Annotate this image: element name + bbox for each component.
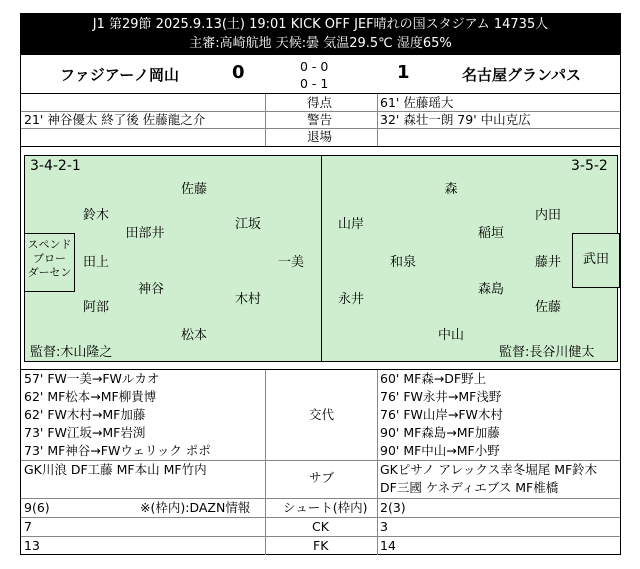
- sendoff-label: 退場: [307, 129, 333, 144]
- home-player: 一美: [277, 255, 305, 270]
- home-team-name: ファジアーノ岡山: [60, 66, 179, 84]
- home-player: 佐藤: [180, 182, 208, 197]
- away-sub: 60' MF森→DF野上: [380, 371, 487, 386]
- goals-label: 得点: [307, 95, 333, 110]
- away-player: 和泉: [389, 255, 417, 270]
- away-fk: 14: [380, 538, 396, 553]
- home-sub: 62' MF松本→MF柳貴博: [24, 389, 157, 404]
- home-fk: 13: [24, 538, 40, 553]
- away-player: 永井: [337, 292, 365, 307]
- divider: [377, 370, 378, 555]
- shots-label: シュート(枠内): [283, 500, 368, 515]
- away-warnings: 32' 森壮一朗 79' 中山克広: [380, 112, 531, 127]
- second-half-score: 0 - 1: [300, 76, 329, 91]
- home-player: 江坂: [234, 217, 262, 232]
- away-player: 山岸: [337, 217, 365, 232]
- divider: [21, 517, 620, 518]
- away-player: 森: [444, 182, 458, 197]
- away-ck: 3: [380, 519, 388, 534]
- away-player: 稲垣: [477, 226, 505, 241]
- home-player: 田部井: [125, 226, 165, 241]
- divider: [21, 369, 620, 370]
- away-sub: 90' MF中山→MF小野: [380, 443, 500, 458]
- match-info-line1: J1 第29節 2025.9.13(土) 19:01 KICK OFF JEF晴れの国スタジアム 14735人: [92, 17, 549, 32]
- home-manager: 監督:木山隆之: [30, 345, 113, 360]
- away-formation: 3-5-2: [571, 158, 608, 174]
- home-sub: 73' FW江坂→MF岩渕: [24, 425, 146, 440]
- home-player: 鈴木: [82, 208, 110, 223]
- divider: [21, 93, 620, 94]
- away-shots: 2(3): [380, 500, 406, 515]
- home-score: 0: [232, 62, 245, 83]
- divider: [377, 94, 378, 146]
- away-sub: 90' MF森島→MF加藤: [380, 425, 500, 440]
- warnings-label: 警告: [307, 112, 333, 127]
- away-player: 藤井: [534, 255, 562, 270]
- divider: [21, 498, 620, 499]
- away-manager: 監督:長谷川健太: [499, 345, 595, 360]
- away-player: 中山: [437, 328, 465, 343]
- home-warnings: 21' 神谷優太 終了後 佐藤龍之介: [24, 112, 206, 127]
- home-player: 神谷: [137, 282, 165, 297]
- first-half-score: 0 - 0: [300, 59, 329, 74]
- home-player: 松本: [180, 328, 208, 343]
- ck-label: CK: [312, 519, 329, 534]
- home-goalkeeper-box: [24, 233, 75, 292]
- home-player: 阿部: [82, 300, 110, 315]
- match-info-line2: 主審:高崎航地 天候:曇 気温29.5℃ 湿度65%: [189, 36, 452, 51]
- fk-label: FK: [313, 538, 329, 553]
- divider: [265, 94, 266, 146]
- away-goalkeeper: 武田: [582, 252, 609, 267]
- home-bench: GK川浪 DF工藤 MF本山 MF竹内: [24, 462, 207, 477]
- bench-label: サブ: [309, 470, 335, 485]
- away-score: 1: [397, 62, 410, 83]
- subs-label: 交代: [309, 407, 335, 422]
- away-sub: 76' FW山岸→FW木村: [380, 407, 503, 422]
- divider: [21, 146, 620, 147]
- home-player: 田上: [82, 255, 110, 270]
- away-goalkeeper-box: [572, 233, 620, 288]
- home-sub: 57' FW一美→FWルカオ: [24, 371, 160, 386]
- divider: [21, 536, 620, 537]
- stats-source-note: ※(枠内):DAZN情報: [140, 500, 251, 515]
- away-player: 内田: [534, 208, 562, 223]
- away-bench-line1: GKピサノ アレックス幸冬堀尾 MF鈴木: [380, 462, 598, 477]
- away-sub: 76' FW永井→MF浅野: [380, 389, 502, 404]
- divider: [21, 460, 620, 461]
- home-goalkeeper: スペンド ブロー ダーセン: [27, 238, 72, 279]
- divider: [265, 370, 266, 555]
- home-ck: 7: [24, 519, 32, 534]
- home-sub: 62' FW木村→MF加藤: [24, 407, 146, 422]
- away-player: 森島: [477, 282, 505, 297]
- away-team-name: 名古屋グランパス: [462, 66, 581, 84]
- away-goals: 61' 佐藤瑶大: [380, 95, 454, 110]
- home-formation: 3-4-2-1: [30, 158, 81, 174]
- home-sub: 73' MF神谷→FWウェリック ポポ: [24, 443, 211, 458]
- away-player: 佐藤: [534, 300, 562, 315]
- home-player: 木村: [234, 292, 262, 307]
- match-header: [20, 13, 621, 54]
- home-shots: 9(6): [24, 500, 50, 515]
- away-bench-line2: DF三國 ケネディエブス MF椎橋: [380, 480, 559, 495]
